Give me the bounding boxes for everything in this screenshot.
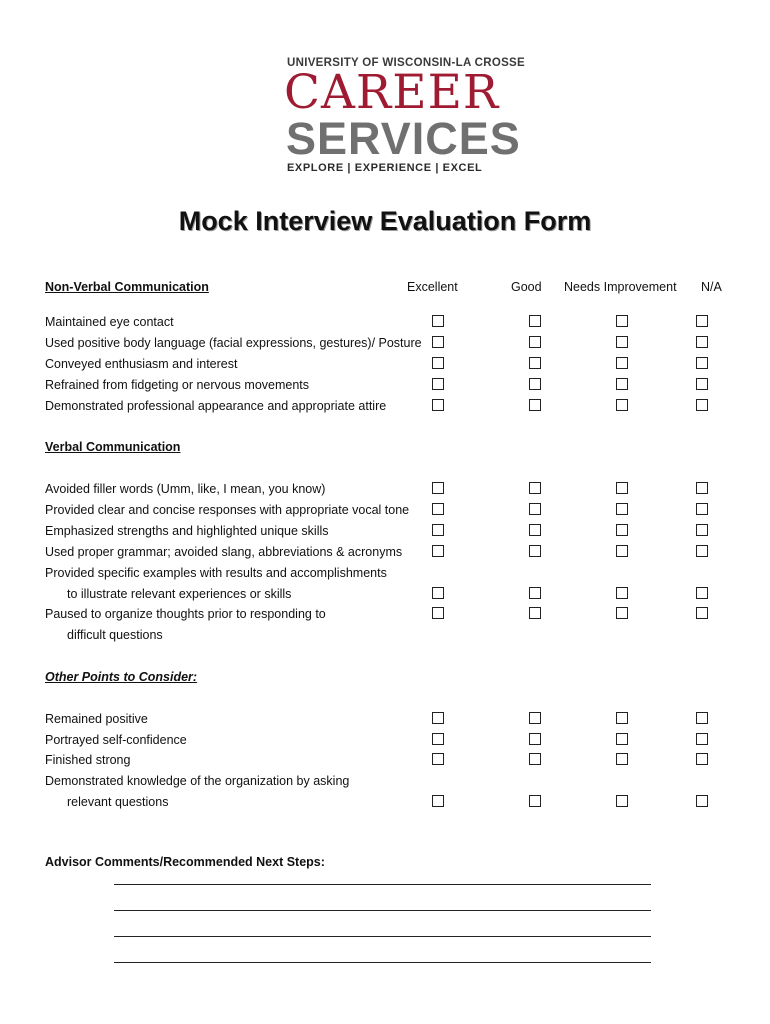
section-heading-nonverbal: Non-Verbal Communication [45, 280, 209, 294]
checkbox-na[interactable] [696, 524, 708, 536]
checkbox-needs-improvement[interactable] [616, 587, 628, 599]
checkbox-good[interactable] [529, 712, 541, 724]
checkbox-na[interactable] [696, 545, 708, 557]
section-heading-other: Other Points to Consider: [45, 670, 198, 684]
comment-line[interactable] [114, 962, 651, 963]
checkbox-good[interactable] [529, 399, 541, 411]
item-label: Used positive body language (facial expressions, gestures)/ Posture [45, 336, 422, 350]
checkbox-needs-improvement[interactable] [616, 336, 628, 348]
column-good: Good [511, 280, 542, 294]
checkbox-excellent[interactable] [432, 357, 444, 369]
item-label-continued: to illustrate relevant experiences or skills [67, 587, 292, 601]
checkbox-na[interactable] [696, 357, 708, 369]
checkbox-good[interactable] [529, 503, 541, 515]
checkbox-good[interactable] [529, 378, 541, 390]
checkbox-excellent[interactable] [432, 795, 444, 807]
checkbox-excellent[interactable] [432, 524, 444, 536]
comments-heading: Advisor Comments/Recommended Next Steps: [45, 855, 325, 869]
checkbox-good[interactable] [529, 336, 541, 348]
checkbox-excellent[interactable] [432, 753, 444, 765]
item-label: Provided specific examples with results and accomplishments [45, 566, 387, 580]
checkbox-good[interactable] [529, 587, 541, 599]
checkbox-na[interactable] [696, 607, 708, 619]
checkbox-na[interactable] [696, 378, 708, 390]
checkbox-needs-improvement[interactable] [616, 524, 628, 536]
checkbox-needs-improvement[interactable] [616, 315, 628, 327]
checkbox-needs-improvement[interactable] [616, 753, 628, 765]
logo-tagline: EXPLORE | EXPERIENCE | EXCEL [287, 162, 483, 174]
checkbox-na[interactable] [696, 733, 708, 745]
checkbox-good[interactable] [529, 545, 541, 557]
checkbox-excellent[interactable] [432, 712, 444, 724]
checkbox-excellent[interactable] [432, 607, 444, 619]
checkbox-na[interactable] [696, 315, 708, 327]
checkbox-na[interactable] [696, 753, 708, 765]
checkbox-good[interactable] [529, 315, 541, 327]
checkbox-excellent[interactable] [432, 336, 444, 348]
checkbox-excellent[interactable] [432, 315, 444, 327]
item-label-continued: difficult questions [67, 628, 163, 642]
checkbox-good[interactable] [529, 357, 541, 369]
item-label: Finished strong [45, 753, 131, 767]
item-label: Emphasized strengths and highlighted unique skills [45, 524, 329, 538]
checkbox-good[interactable] [529, 753, 541, 765]
item-label: Remained positive [45, 712, 148, 726]
checkbox-needs-improvement[interactable] [616, 378, 628, 390]
page-title: Mock Interview Evaluation Form [178, 206, 592, 236]
item-label-continued: relevant questions [67, 795, 169, 809]
checkbox-na[interactable] [696, 712, 708, 724]
checkbox-needs-improvement[interactable] [616, 357, 628, 369]
comment-line[interactable] [114, 910, 651, 911]
checkbox-needs-improvement[interactable] [616, 503, 628, 515]
checkbox-needs-improvement[interactable] [616, 482, 628, 494]
checkbox-na[interactable] [696, 399, 708, 411]
logo-university: UNIVERSITY OF WISCONSIN-LA CROSSE [287, 57, 526, 69]
item-label: Used proper grammar; avoided slang, abbreviations & acronyms [45, 545, 403, 559]
checkbox-na[interactable] [696, 503, 708, 515]
logo-career: CAREER [284, 65, 500, 120]
column-na: N/A [701, 280, 722, 294]
checkbox-na[interactable] [696, 336, 708, 348]
checkbox-needs-improvement[interactable] [616, 399, 628, 411]
checkbox-excellent[interactable] [432, 587, 444, 599]
section-heading-verbal: Verbal Communication [45, 440, 181, 454]
checkbox-excellent[interactable] [432, 733, 444, 745]
checkbox-na[interactable] [696, 587, 708, 599]
checkbox-needs-improvement[interactable] [616, 712, 628, 724]
checkbox-good[interactable] [529, 524, 541, 536]
checkbox-excellent[interactable] [432, 545, 444, 557]
checkbox-needs-improvement[interactable] [616, 545, 628, 557]
checkbox-na[interactable] [696, 795, 708, 807]
checkbox-excellent[interactable] [432, 503, 444, 515]
comment-line[interactable] [114, 884, 651, 885]
item-label: Conveyed enthusiasm and interest [45, 357, 238, 371]
item-label: Avoided filler words (Umm, like, I mean, you know) [45, 482, 326, 496]
logo-services: SERVICES [286, 113, 521, 164]
checkbox-excellent[interactable] [432, 399, 444, 411]
checkbox-needs-improvement[interactable] [616, 733, 628, 745]
checkbox-good[interactable] [529, 607, 541, 619]
checkbox-good[interactable] [529, 733, 541, 745]
item-label: Refrained from fidgeting or nervous movements [45, 378, 310, 392]
checkbox-excellent[interactable] [432, 378, 444, 390]
checkbox-good[interactable] [529, 482, 541, 494]
item-label: Maintained eye contact [45, 315, 174, 329]
column-needs-improvement: Needs Improvement [564, 280, 677, 294]
comment-line[interactable] [114, 936, 651, 937]
checkbox-needs-improvement[interactable] [616, 795, 628, 807]
item-label: Demonstrated knowledge of the organization by asking [45, 774, 350, 788]
item-label: Paused to organize thoughts prior to responding to [45, 607, 326, 621]
checkbox-excellent[interactable] [432, 482, 444, 494]
item-label: Demonstrated professional appearance and appropriate attire [45, 399, 387, 413]
checkbox-good[interactable] [529, 795, 541, 807]
column-excellent: Excellent [407, 280, 458, 294]
item-label: Provided clear and concise responses with appropriate vocal tone [45, 503, 410, 517]
item-label: Portrayed self-confidence [45, 733, 187, 747]
checkbox-needs-improvement[interactable] [616, 607, 628, 619]
checkbox-na[interactable] [696, 482, 708, 494]
